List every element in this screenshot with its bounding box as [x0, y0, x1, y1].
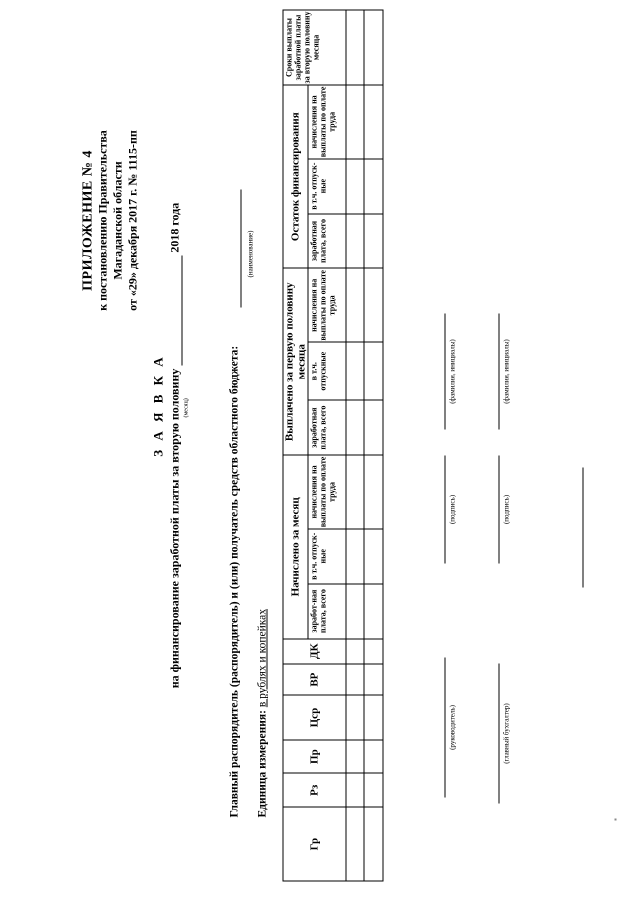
- appendix-line-2: Магаданской области: [110, 160, 124, 280]
- manager-name-line[interactable]: [240, 189, 241, 307]
- accountant-signature-caption: (подпись): [502, 494, 510, 524]
- appendix-title: ПРИЛОЖЕНИЕ № 4: [80, 149, 95, 291]
- table-cell[interactable]: [364, 583, 383, 638]
- table-cell[interactable]: [364, 739, 383, 773]
- table-cell[interactable]: [346, 773, 364, 807]
- group-header-balance: Остаток финансирования: [283, 84, 308, 267]
- table-cell[interactable]: [346, 583, 364, 638]
- table-cell[interactable]: [346, 268, 364, 342]
- table-cell[interactable]: [364, 773, 383, 807]
- appendix-line-3: от «29» декабря 2017 г. № 1115-пп: [125, 129, 139, 311]
- financing-table: [282, 9, 383, 881]
- group-header-accrued: Начислено за месяц: [283, 455, 308, 638]
- balance-col-charges: начисления на выплаты по оплате труда: [308, 84, 346, 158]
- appendix-block: [80, 55, 140, 385]
- head-name-line[interactable]: [444, 313, 445, 429]
- table-cell[interactable]: [346, 158, 364, 213]
- table-cell[interactable]: [364, 695, 383, 739]
- accountant-name-caption: (фамилия, инициалы): [502, 338, 510, 404]
- table-cell[interactable]: [364, 10, 383, 85]
- table-row: [346, 10, 364, 881]
- balance-col-vacation: в т.ч. отпуск-ные: [308, 158, 346, 213]
- head-caption: (руководитель): [448, 704, 456, 750]
- code-header-dk: ДК: [283, 638, 346, 663]
- head-signature-caption: (подпись): [448, 494, 456, 524]
- accountant-name-line[interactable]: [498, 313, 499, 429]
- table-cell[interactable]: [346, 739, 364, 773]
- table-cell[interactable]: [364, 213, 383, 268]
- table-cell[interactable]: [346, 84, 364, 158]
- table-cell[interactable]: [346, 342, 364, 400]
- subtitle-text: на финансирование заработной платы за вторую половину: [167, 368, 181, 688]
- month-caption: (месяц): [183, 397, 189, 417]
- accrued-col-vacation: в т.ч. отпуск-ные: [308, 528, 346, 583]
- table-cell[interactable]: [346, 528, 364, 583]
- document-title: З А Я В К А: [150, 353, 165, 457]
- head-position-line[interactable]: [444, 657, 445, 797]
- table-cell[interactable]: [346, 213, 364, 268]
- table-cell[interactable]: [364, 84, 383, 158]
- extra-signature-line[interactable]: [582, 467, 583, 587]
- paid-col-vacation: в т.ч. отпускные: [308, 342, 346, 400]
- units-label: Единица измерения:: [256, 709, 268, 817]
- balance-col-salary: заработная плата, всего: [308, 213, 346, 268]
- table-cell[interactable]: [364, 268, 383, 342]
- scan-speck: [614, 818, 616, 820]
- units-row: [256, 608, 268, 817]
- table-cell[interactable]: [364, 663, 383, 695]
- code-header-rz: Рз: [283, 773, 346, 807]
- head-signature-line[interactable]: [444, 455, 445, 563]
- accountant-position-line[interactable]: [498, 663, 499, 803]
- table-cell[interactable]: [346, 695, 364, 739]
- paid-col-salary: заработная плата, всего: [308, 400, 346, 455]
- paid-col-charges: начисления на выплаты по оплате труда: [308, 268, 346, 342]
- year-suffix: 2018 года: [167, 202, 181, 253]
- table-cell[interactable]: [364, 528, 383, 583]
- accountant-caption: (главный бухгалтер): [502, 702, 510, 764]
- units-value: в рублях и копейках: [256, 608, 268, 707]
- accrued-col-charges: начисления на выплаты по оплате труда: [308, 455, 346, 529]
- month-blank[interactable]: [171, 255, 182, 365]
- table-cell[interactable]: [364, 807, 383, 881]
- table-cell[interactable]: [364, 158, 383, 213]
- table-cell[interactable]: [364, 342, 383, 400]
- code-header-vr: ВР: [283, 663, 346, 695]
- document-subtitle: [167, 185, 182, 705]
- table-cell[interactable]: [346, 638, 364, 663]
- table-cell[interactable]: [346, 663, 364, 695]
- appendix-line-1: к постановлению Правительства: [95, 129, 109, 311]
- group-header-paid: Выплачено за первую половину месяца: [283, 268, 308, 455]
- table-cell[interactable]: [346, 10, 364, 85]
- manager-name-caption: (наименование): [246, 230, 254, 277]
- manager-label: Главный распорядитель (распорядитель) и (или) получатель средств областного бюджета:: [228, 345, 240, 817]
- table-row: [364, 10, 383, 881]
- code-header-pr: Пр: [283, 739, 346, 773]
- accrued-col-salary: заработ-ная плата, всего: [308, 583, 346, 638]
- table-cell[interactable]: [364, 455, 383, 529]
- table-cell[interactable]: [346, 455, 364, 529]
- code-header-gr: Гр: [283, 807, 346, 881]
- accountant-signature-line[interactable]: [498, 455, 499, 563]
- code-header-csr: Цср: [283, 695, 346, 739]
- head-name-caption: (фамилия, инициалы): [448, 338, 456, 404]
- group-header-terms: Сроки выплаты заработной платы за вторую половину месяца: [283, 10, 346, 85]
- table-cell[interactable]: [346, 807, 364, 881]
- table-cell[interactable]: [364, 400, 383, 455]
- table-cell[interactable]: [364, 638, 383, 663]
- table-cell[interactable]: [346, 400, 364, 455]
